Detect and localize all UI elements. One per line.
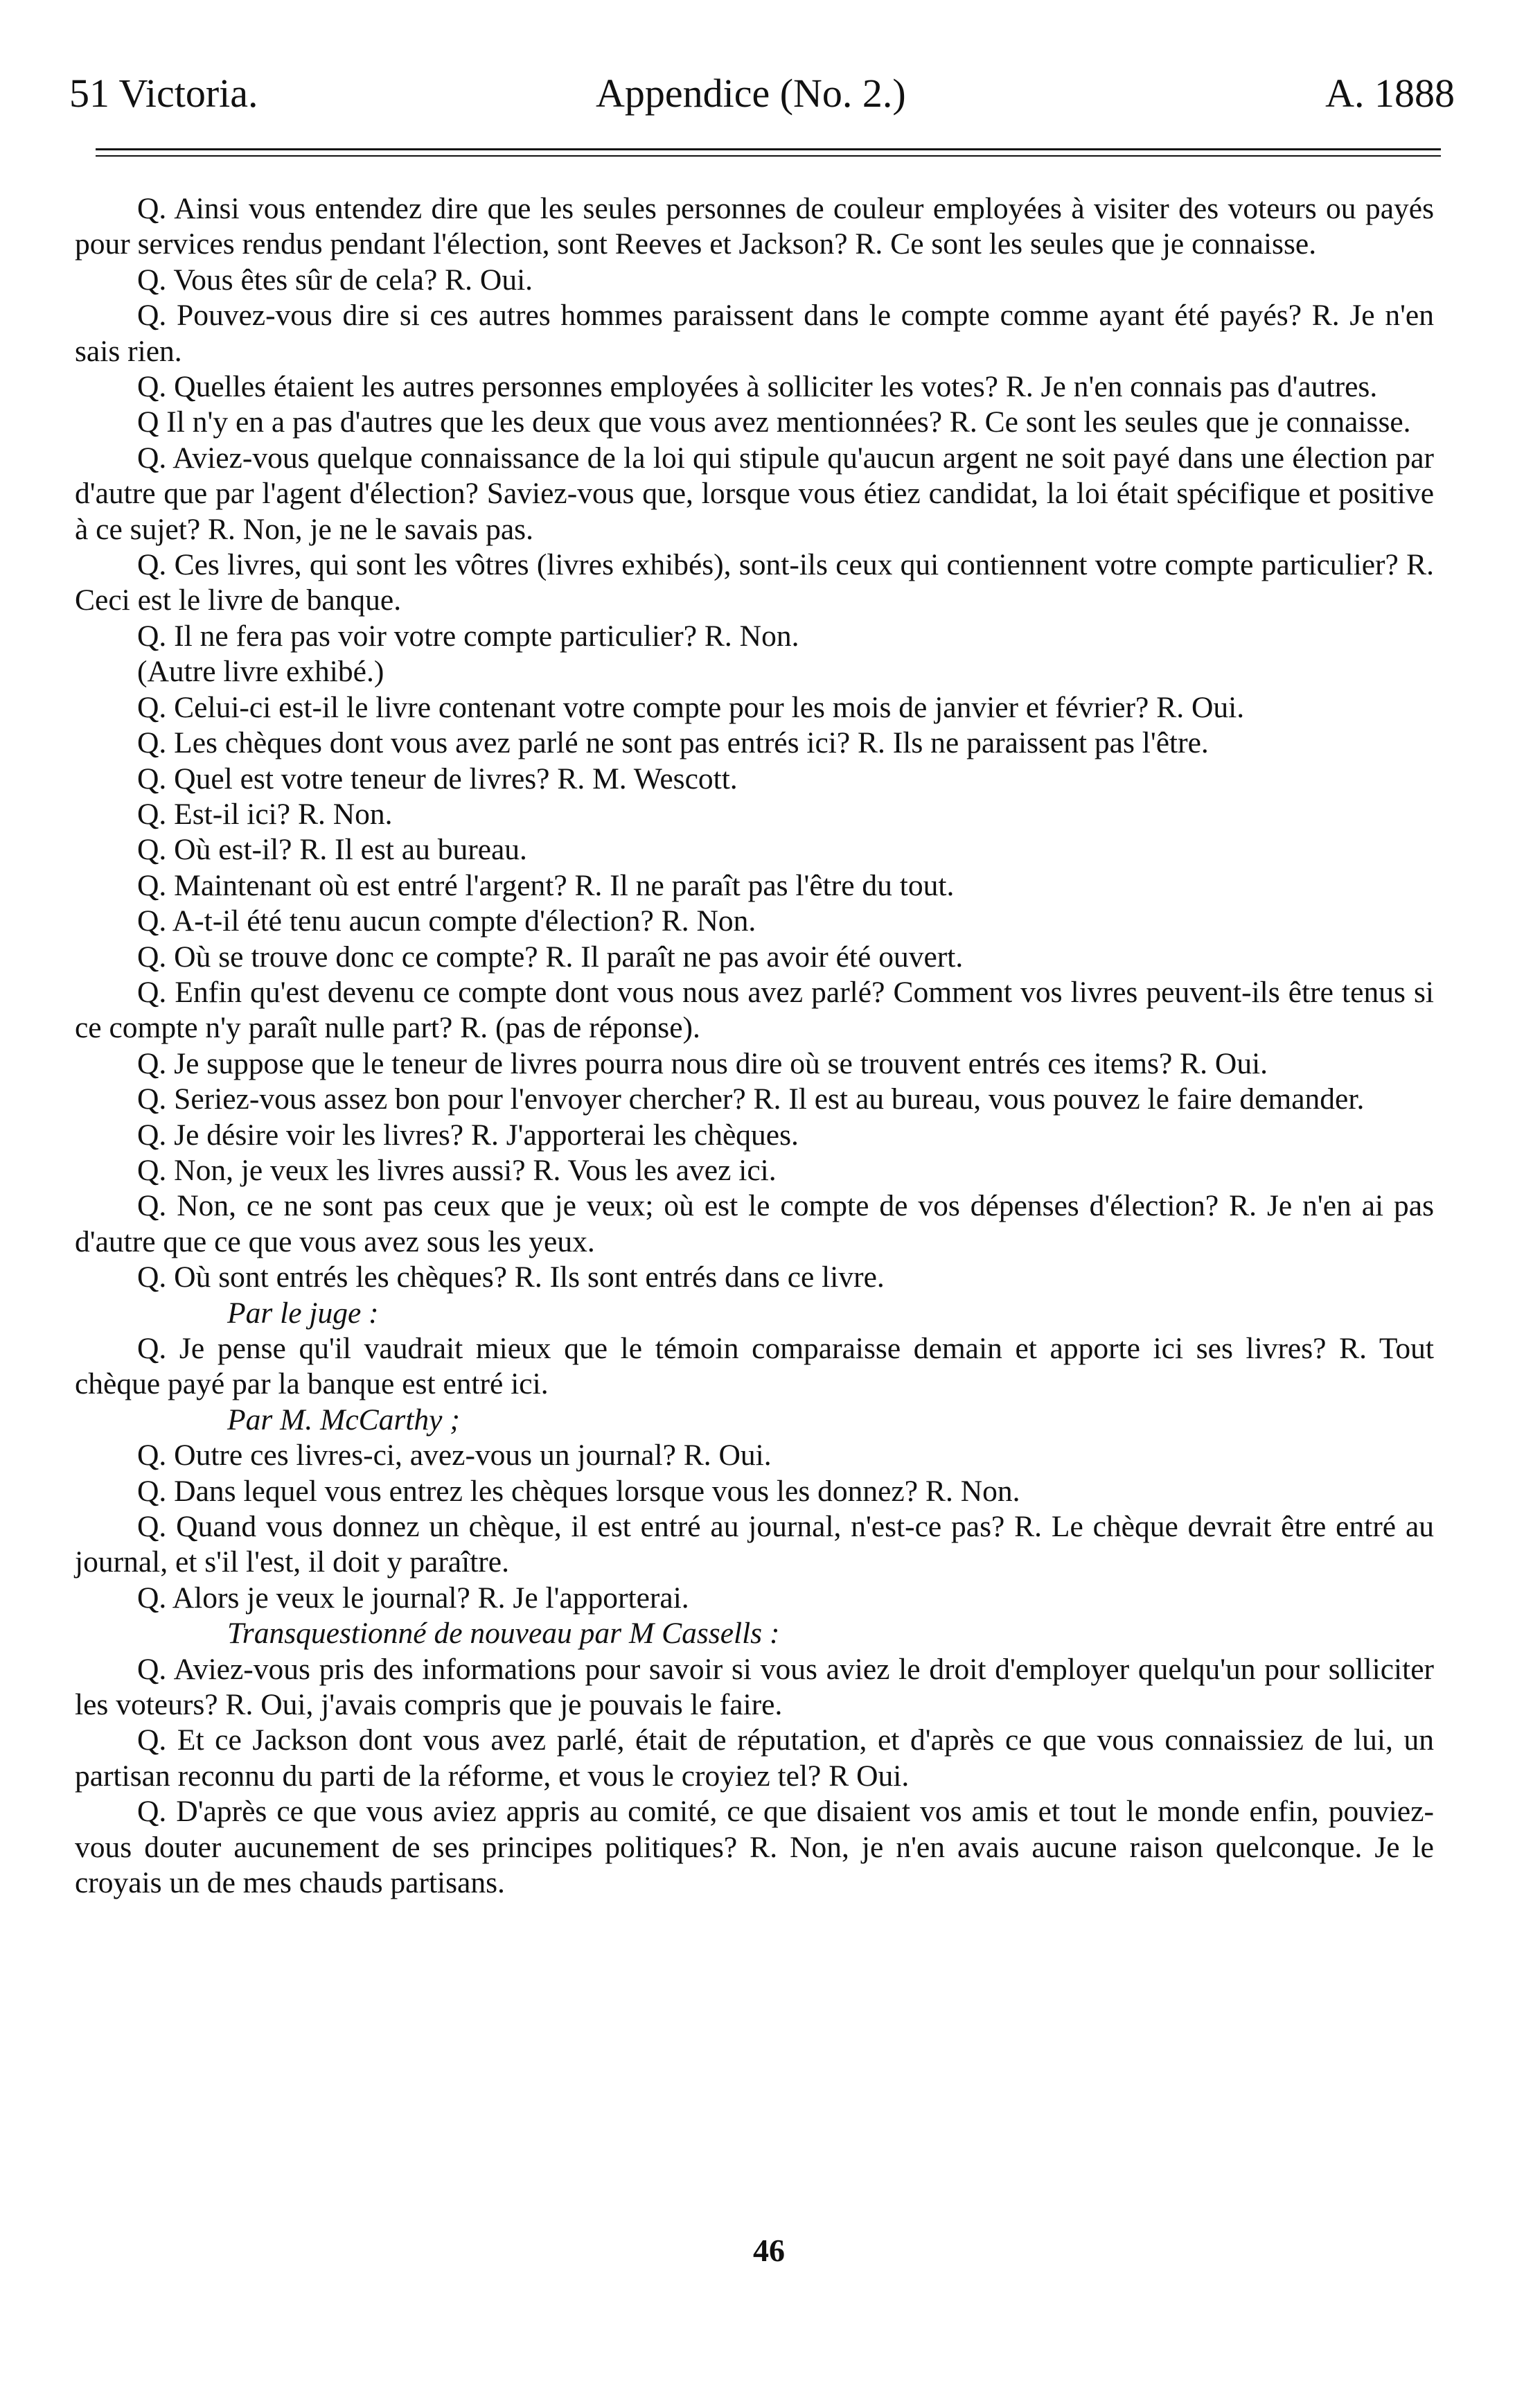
paragraph: Q. Il ne fera pas voir votre compte particulier? R. Non.	[137, 619, 799, 653]
paragraph: Q. Enfin qu'est devenu ce compte dont vous nous avez parlé? Comment vos livres peuvent-ils être tenus si ce compte n'y paraît nulle part? R. (pas de réponse).	[75, 975, 1434, 1045]
paragraph: Q. Non, ce ne sont pas ceux que je veux; où est le compte de vos dépenses d'élection? R. Je n'en ai pas d'autre que ce que vous avez sous les yeux.	[75, 1189, 1434, 1258]
speaker-heading: Par M. McCarthy ;	[227, 1403, 460, 1436]
header-session: 51 Victoria.	[69, 71, 258, 116]
paragraph: Q. Est-il ici? R. Non.	[137, 797, 393, 831]
paragraph: Q. D'après ce que vous aviez appris au comité, ce que disaient vos amis et tout le monde enfin, pouviez-vous douter aucunement de ses principes politiques? R. Non, je n'en avais aucune raison quelconque. Je le croyais un de mes chauds partisans.	[75, 1795, 1434, 1900]
paragraph: Q. Celui-ci est-il le livre contenant votre compte pour les mois de janvier et février? R. Oui.	[137, 690, 1245, 724]
paragraph: Q. Dans lequel vous entrez les chèques lorsque vous les donnez? R. Non.	[137, 1474, 1020, 1508]
paragraph: Q. Pouvez-vous dire si ces autres hommes paraissent dans le compte comme ayant été payés? R. Je n'en sais rien.	[75, 299, 1434, 368]
paragraph: Q. Je pense qu'il vaudrait mieux que le témoin comparaisse demain et apporte ici ses livres? R. Tout chèque payé par la banque est entré ici.	[75, 1332, 1434, 1401]
paragraph: Q. Quand vous donnez un chèque, il est entré au journal, n'est-ce pas? R. Le chèque devrait être entré au journal, et s'il l'est, il doit y paraître.	[75, 1510, 1434, 1579]
paragraph: Q. Quel est votre teneur de livres? R. M. Wescott.	[137, 762, 738, 796]
header-rule-thin	[96, 155, 1441, 157]
paragraph: Q. Seriez-vous assez bon pour l'envoyer chercher? R. Il est au bureau, vous pouvez le faire demander.	[137, 1082, 1365, 1116]
paragraph: Q. Outre ces livres-ci, avez-vous un journal? R. Oui.	[137, 1439, 772, 1473]
header-year: A. 1888	[1325, 71, 1455, 116]
page-number: 46	[753, 2233, 785, 2268]
paragraph: Q. Quelles étaient les autres personnes employées à solliciter les votes? R. Je n'en connais pas d'autres.	[137, 370, 1378, 404]
speaker-heading: Par le juge :	[227, 1296, 379, 1330]
paragraph: Q. Et ce Jackson dont vous avez parlé, était de réputation, et d'après ce que vous connaissiez de lui, un partisan reconnu du parti de la réforme, et vous le croyiez tel? R Oui.	[75, 1723, 1434, 1793]
paragraph: Q. Maintenant où est entré l'argent? R. Il ne paraît pas l'être du tout.	[137, 868, 955, 902]
paragraph: (Autre livre exhibé.)	[137, 655, 384, 689]
paragraph: Q. Je désire voir les livres? R. J'apporterai les chèques.	[137, 1118, 799, 1152]
header-rule	[96, 148, 1441, 150]
paragraph: Q. Les chèques dont vous avez parlé ne sont pas entrés ici? R. Ils ne paraissent pas l'être.	[137, 726, 1209, 760]
testimony-text	[75, 191, 1434, 1901]
paragraph: Q Il n'y en a pas d'autres que les deux que vous avez mentionnées? R. Ce sont les seules que je connaisse.	[137, 405, 1411, 439]
page-header	[69, 66, 1455, 121]
paragraph: Q. Aviez-vous pris des informations pour savoir si vous aviez le droit d'employer quelqu'un pour solliciter les voteurs? R. Oui, j'avais compris que je pouvais le faire.	[75, 1652, 1434, 1722]
paragraph: Q. Je suppose que le teneur de livres pourra nous dire où se trouvent entrés ces items? R. Oui.	[137, 1046, 1268, 1080]
paragraph: Q. Vous êtes sûr de cela? R. Oui.	[137, 263, 533, 297]
speaker-heading: Transquestionné de nouveau par M Cassells :	[227, 1617, 780, 1651]
paragraph: Q. Aviez-vous quelque connaissance de la loi qui stipule qu'aucun argent ne soit payé dans une élection par d'autre que par l'agent d'élection? Saviez-vous que, lorsque vous étiez candidat, la loi était spécifique et positive à ce sujet? R. Non, je ne le savais pas.	[75, 441, 1434, 546]
paragraph: Q. A-t-il été tenu aucun compte d'élection? R. Non.	[137, 904, 756, 938]
paragraph: Q. Ces livres, qui sont les vôtres (livres exhibés), sont-ils ceux qui contiennent votre compte particulier? R. Ceci est le livre de banque.	[75, 548, 1434, 617]
paragraph: Q. Non, je veux les livres aussi? R. Vous les avez ici.	[137, 1153, 777, 1187]
header-appendix: Appendice (No. 2.)	[596, 71, 906, 116]
paragraph: Q. Alors je veux le journal? R. Je l'apporterai.	[137, 1581, 689, 1615]
paragraph: Q. Où est-il? R. Il est au bureau.	[137, 833, 527, 867]
paragraph: Q. Où se trouve donc ce compte? R. Il paraît ne pas avoir été ouvert.	[137, 940, 964, 974]
paragraph: Q. Ainsi vous entendez dire que les seules personnes de couleur employées à visiter des voteurs ou payés pour services rendus pendant l'élection, sont Reeves et Jackson? R. Ce sont les seules que je connaisse.	[75, 192, 1434, 261]
paragraph: Q. Où sont entrés les chèques? R. Ils sont entrés dans ce livre.	[137, 1260, 885, 1294]
